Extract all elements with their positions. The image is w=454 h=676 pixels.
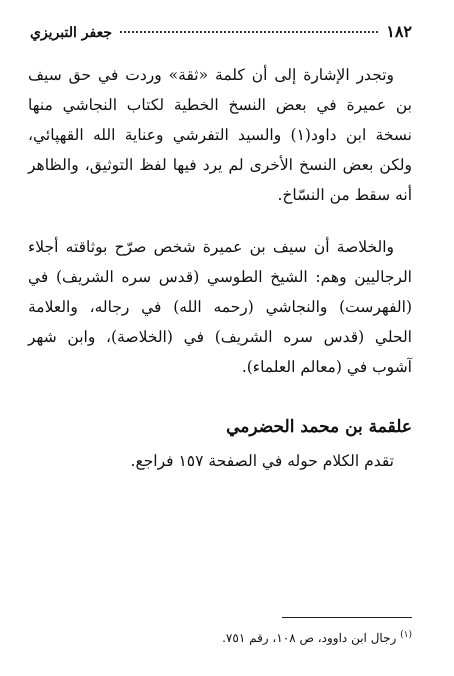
running-header [30,22,412,41]
footnote [60,630,412,645]
page-number: ١٨٢ [386,22,412,41]
header-dot-leader [120,31,378,33]
footnote-marker: (١) [400,630,412,640]
running-title: جعفر التبريزي [30,25,112,41]
main-text [28,60,412,476]
section-paragraph: تقدم الكلام حوله في الصفحة ١٥٧ فراجع. [130,452,394,470]
paragraph-thiqa-note: وتجدر الإشارة إلى أن كلمة «ثقة» وردت في حق سيف بن عميرة في بعض النسخ الخطية لكتاب النجاشي منها نسخة ابن داود(١) والسيد التفرشي وعناية الله القهپائي، ولكن بعض النسخ الأخرى لم يرد فيها لفظ التوثيق، والظاهر أنه سقط من النسّاخ. [28,66,412,204]
section-heading: علقمة بن محمد الحضرمي [226,417,412,437]
footnote-separator [282,617,412,618]
paragraph-summary: والخلاصة أن سيف بن عميرة شخص صرّح بوثاقته أجلاء الرجاليين وهم: الشيخ الطوسي (قدس سره الشريف) في (الفهرست) والنجاشي (رحمه الله) في رجاله، والعلامة الحلي (قدس سره الشريف) في (الخلاصة)، وابن شهر آشوب في (معالم العلماء). [28,238,412,376]
footnote-text: رجال ابن داوود، ص ١٠٨، رقم ٧٥١. [222,631,397,645]
